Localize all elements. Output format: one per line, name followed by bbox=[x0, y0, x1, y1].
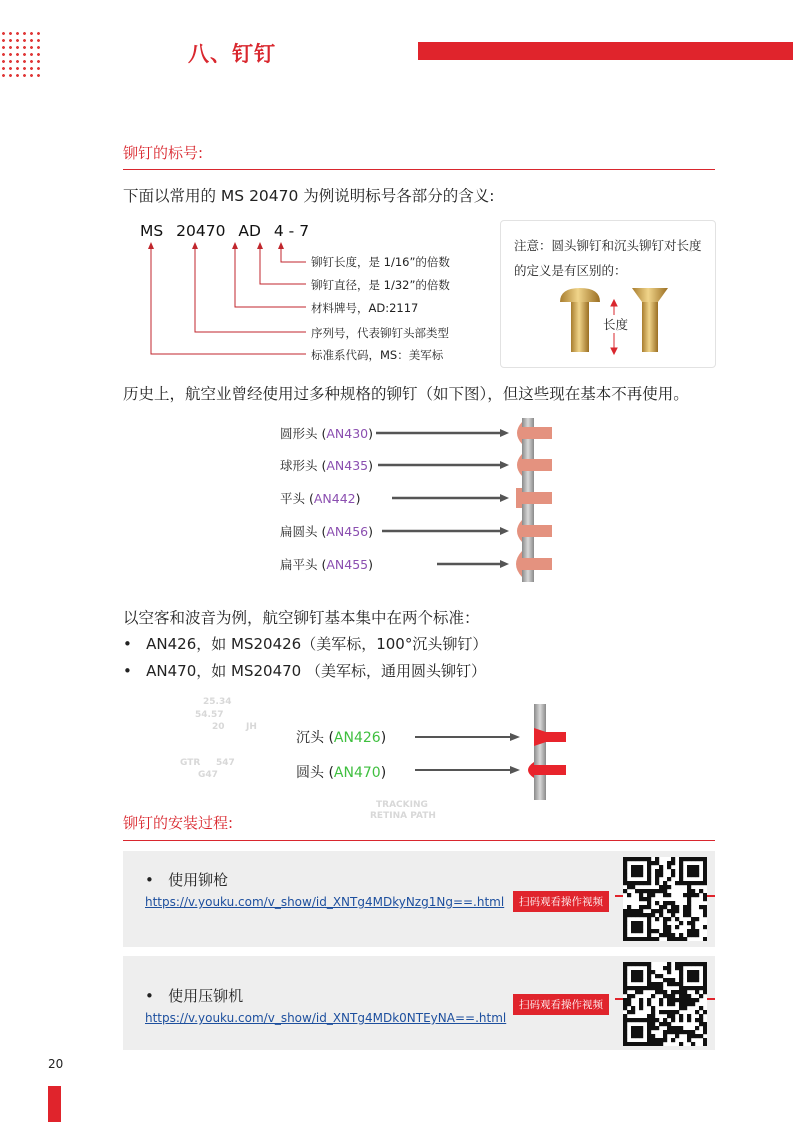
standard-bullet-text: AN426，如 MS20426（美军标，100°沉头铆钉） bbox=[146, 635, 488, 653]
video-link-rivet-gun[interactable]: https://v.youku.com/v_show/id_XNTg4MDkyNzg1Ng==.html bbox=[145, 895, 505, 909]
annotation-material: 材料牌号，AD:2117 bbox=[311, 301, 419, 315]
annotation-diameter: 铆钉直径，是 1/32”的倍数 bbox=[311, 278, 450, 292]
faint-mark: TRACKING bbox=[376, 800, 428, 810]
header-accent-bar bbox=[418, 42, 793, 60]
video-item-label: • 使用压铆机 bbox=[145, 987, 244, 1005]
video-item-label: • 使用铆枪 bbox=[145, 871, 229, 889]
decorative-dot-grid bbox=[0, 30, 40, 78]
faint-mark: 20 bbox=[212, 722, 225, 732]
history-text: 历史上，航空业曾经使用过多种规格的铆钉（如下图），但这些现在基本不再使用。 bbox=[123, 385, 689, 403]
page-accent-bar bbox=[48, 1086, 61, 1122]
code-part-standard: MS bbox=[140, 222, 164, 240]
standard-rivet-diagram bbox=[410, 702, 580, 802]
historic-rivet-label: 扁平头 (AN455) bbox=[280, 557, 374, 572]
annotation-series: 序列号，代表铆钉头部类型 bbox=[311, 326, 449, 340]
video-card bbox=[123, 956, 715, 1050]
pointer-arrow-head bbox=[500, 494, 509, 502]
standards-intro: 以空客和波音为例，航空铆钉基本集中在两个标准： bbox=[123, 609, 480, 627]
length-label: 长度 bbox=[603, 317, 629, 332]
historic-rivet-label: 圆形头 (AN430) bbox=[280, 426, 374, 441]
section-heading-marking: 铆钉的标号: bbox=[123, 144, 204, 162]
rivet-label-round: 圆头 (AN470) bbox=[296, 765, 387, 781]
faint-mark: 547 bbox=[216, 758, 235, 768]
video-link-press-riveter[interactable]: https://v.youku.com/v_show/id_XNTg4MDk0NTEyNA==.html bbox=[145, 1011, 507, 1025]
annotation-standard: 标准系代码，MS：美军标 bbox=[311, 348, 444, 362]
pointer-arrow-head bbox=[500, 429, 509, 437]
video-card bbox=[123, 851, 715, 947]
scan-badge: 扫码观看操作视频 bbox=[513, 994, 609, 1015]
annotation-length: 铆钉长度，是 1/16”的倍数 bbox=[311, 255, 450, 269]
standard-bullet-text: AN470，如 MS20470 （美军标，通用圆头铆钉） bbox=[146, 662, 486, 680]
rivet-label-countersunk: 沉头 (AN426) bbox=[296, 730, 387, 746]
section-rule bbox=[123, 169, 715, 170]
qr-code-icon[interactable] bbox=[623, 962, 707, 1046]
code-part-size: 4 - 7 bbox=[273, 222, 310, 240]
standard-bullet: • AN470，如 MS20470 （美军标，通用圆头铆钉） bbox=[123, 662, 486, 680]
pointer-arrow-head bbox=[500, 461, 509, 469]
faint-mark: RETINA PATH bbox=[370, 811, 436, 821]
section-heading-install: 铆钉的安装过程: bbox=[123, 814, 234, 832]
faint-mark: G47 bbox=[198, 770, 218, 780]
historic-rivet-label: 扁圆头 (AN456) bbox=[280, 524, 374, 539]
pointer-arrow-head bbox=[500, 560, 509, 568]
chapter-title: 八、钉钉 bbox=[188, 42, 276, 66]
historic-rivet-label: 平头 (AN442) bbox=[280, 491, 361, 506]
code-part-series: 20470 bbox=[176, 222, 226, 240]
pointer-arrow-head bbox=[500, 527, 509, 535]
standard-bullet: • AN426，如 MS20426（美军标，100°沉头铆钉） bbox=[123, 635, 488, 653]
faint-mark: 25.34 bbox=[203, 697, 232, 707]
section-rule bbox=[123, 840, 715, 841]
scan-badge: 扫码观看操作视频 bbox=[513, 891, 609, 912]
historic-rivet-label: 球形头 (AN435) bbox=[280, 458, 374, 473]
faint-mark: 54.57 bbox=[195, 710, 224, 720]
note-text: 注意：圆头铆钉和沉头铆钉对长度的定义是有区别的： bbox=[514, 238, 702, 278]
code-part-material: AD bbox=[238, 222, 261, 240]
marking-intro: 下面以常用的 MS 20470 为例说明标号各部分的含义: bbox=[123, 187, 495, 205]
historic-rivet-diagram bbox=[370, 414, 570, 584]
qr-code-icon[interactable] bbox=[623, 857, 707, 941]
code-annotation-lines bbox=[140, 238, 320, 368]
faint-mark: JH bbox=[246, 722, 257, 732]
faint-mark: GTR bbox=[180, 758, 201, 768]
page-number: 20 bbox=[48, 1057, 64, 1071]
